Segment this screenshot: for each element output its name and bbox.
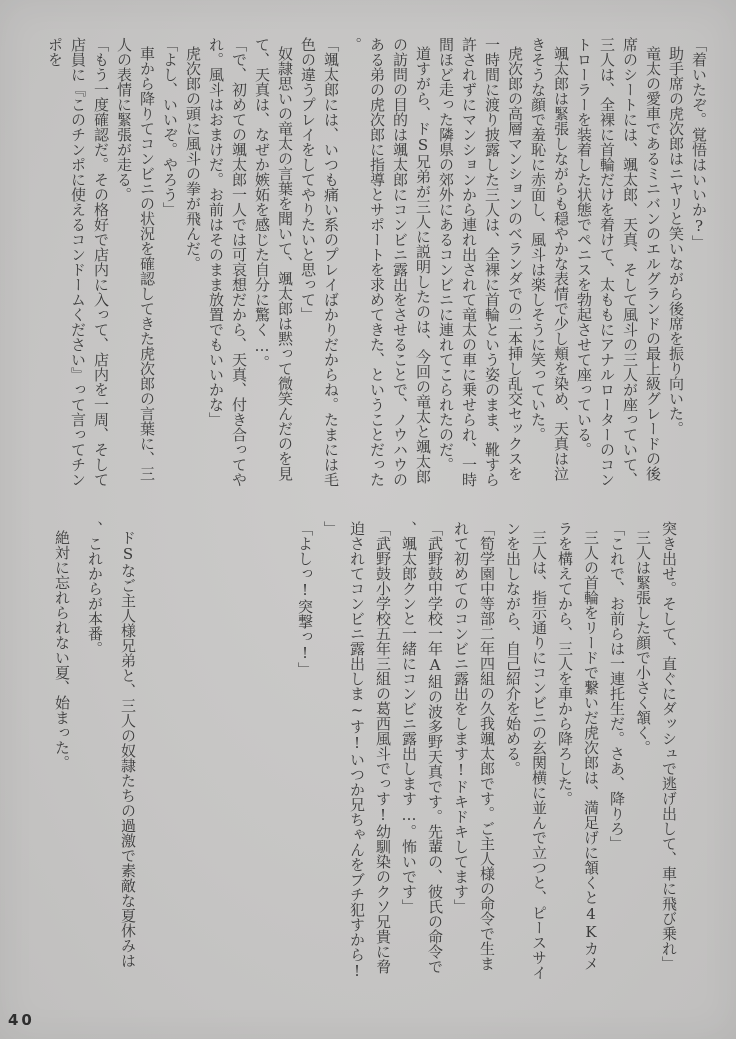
paragraph: 三人の首輪をリードで繋いだ虎次郎は、満足げに頷くと4Kカメラを構えてから、三人を車から降ろした。 [556,521,600,971]
paragraph: 三人は緊張した顔で小さく頷く。 [634,530,652,755]
paragraph: ドSなご主人様兄弟と、三人の奴隷たちの過激で素敵な夏休みは、これからが本番。 [86,521,137,968]
paragraph: 颯太郎は緊張しながらも穏やかな表情で少し頬を染め、天真は泣きそうな顔で羞恥に赤面し、風斗は楽しそうに笑っていた。 [529,37,570,481]
page-number: 40 [8,1011,35,1029]
paragraph: 突き出せ。そして、直ぐにダッシュで逃げ出して、車に飛び乗れ」 [660,521,678,971]
paragraph: 「もう一度確認だ。その格好で店内に入って、店内を一周、そして店員に『このチンポに使えるコンドームください』って言ってチンポを [46,37,110,487]
paragraph: 絶対に忘れられない夏、始まった。 [53,530,71,770]
upper-text-block [43,37,710,495]
paragraph: 奴隷思いの竜太の言葉を聞いて、颯太郎は黙って微笑んだのを見て、天真は、なぜか嫉妬を感じた自分に驚く…。 [253,37,294,481]
paragraph: 車から降りてコンビニの状況を確認してきた虎次郎の言葉に、三人の表情に緊張が走る。 [115,37,156,481]
paragraph: 「で、初めての颯太郎一人では可哀想だから、天真、付き合ってやれ。風斗はおまけだ。お前はそのまま放置でもいいかな」 [207,37,248,487]
paragraph: 「颯太郎には、いつも痛い系のプレイばかりだからね。たまには毛色の違うプレイをしてやりたいと思って」 [299,37,340,487]
paragraph: 虎次郎の高層マンションのベランダでの二本挿し乱交セックスを一時間に渡り披露した三人は、全裸に首輪という姿のまま、靴すら許されずにマンションから連れ出されて竜太の車に乗せられ、一時間ほど走った隣県の郊外にあるコンビニに連れてこられたのだ。 [437,37,524,487]
paragraph: 「着いたぞ。覚悟はいいか?」 [690,37,708,250]
paragraph: 「これで、お前らは一連托生だ。さあ、降りろ」 [608,521,626,851]
paragraph: 「武野鼓小学校五年三組の葛西風斗でっす!幼馴染のクソ兄貴に脅迫されてコンビニ露出しま~す!いつか兄ちゃんをブチ犯すから!」 [322,521,392,980]
paragraph: 助手席の虎次郎はニヤリと笑いながら後席を振り向いた。 [667,46,685,436]
paragraph: 三人は、指示通りにコンビニの玄関横に並んで立つと、ピースサインを出しながら、自己紹介を始める。 [504,521,548,980]
paragraph: 「武野鼓中学校一年A組の波多野天真です。先輩の、彼氏の命令で、颯太郎クンと一緒にコンビニ露出します…。怖いです」 [400,521,444,974]
paragraph: 虎次郎の頭に風斗の拳が飛んだ。 [184,46,202,271]
scene-break-gap [144,521,292,981]
paragraph: 「よし、いいぞ。やろう」 [161,37,179,217]
lower-text-block [45,521,682,981]
paragraph: 「よしっ!突撃っ!」 [296,521,314,677]
paragraph: 道すがら、ドS兄弟が三人に説明したのは、今回の竜太と颯太郎の訪問の目的は颯太郎にコンビニ露出をさせることで、ノウハウのある弟の虎次郎に指導とサポートを求めてきた、ということだった。 [345,37,432,487]
paragraph: 「筍学園中等部二年四組の久我颯太郎です。ご主人様の命令で生まれて初めてのコンビニ露出をします!ドキドキしてます」 [452,521,496,971]
paragraph: 竜太の愛車であるミニバンのエルグランドの最上級グレードの後席のシートには、颯太郎、天真、そして風斗の三人が座っていて、三人は、全裸に首輪だけを着けて、太ももにアナルローターのコントローラーを装着した状態でペニスを勃起させて座っている。 [575,37,662,487]
